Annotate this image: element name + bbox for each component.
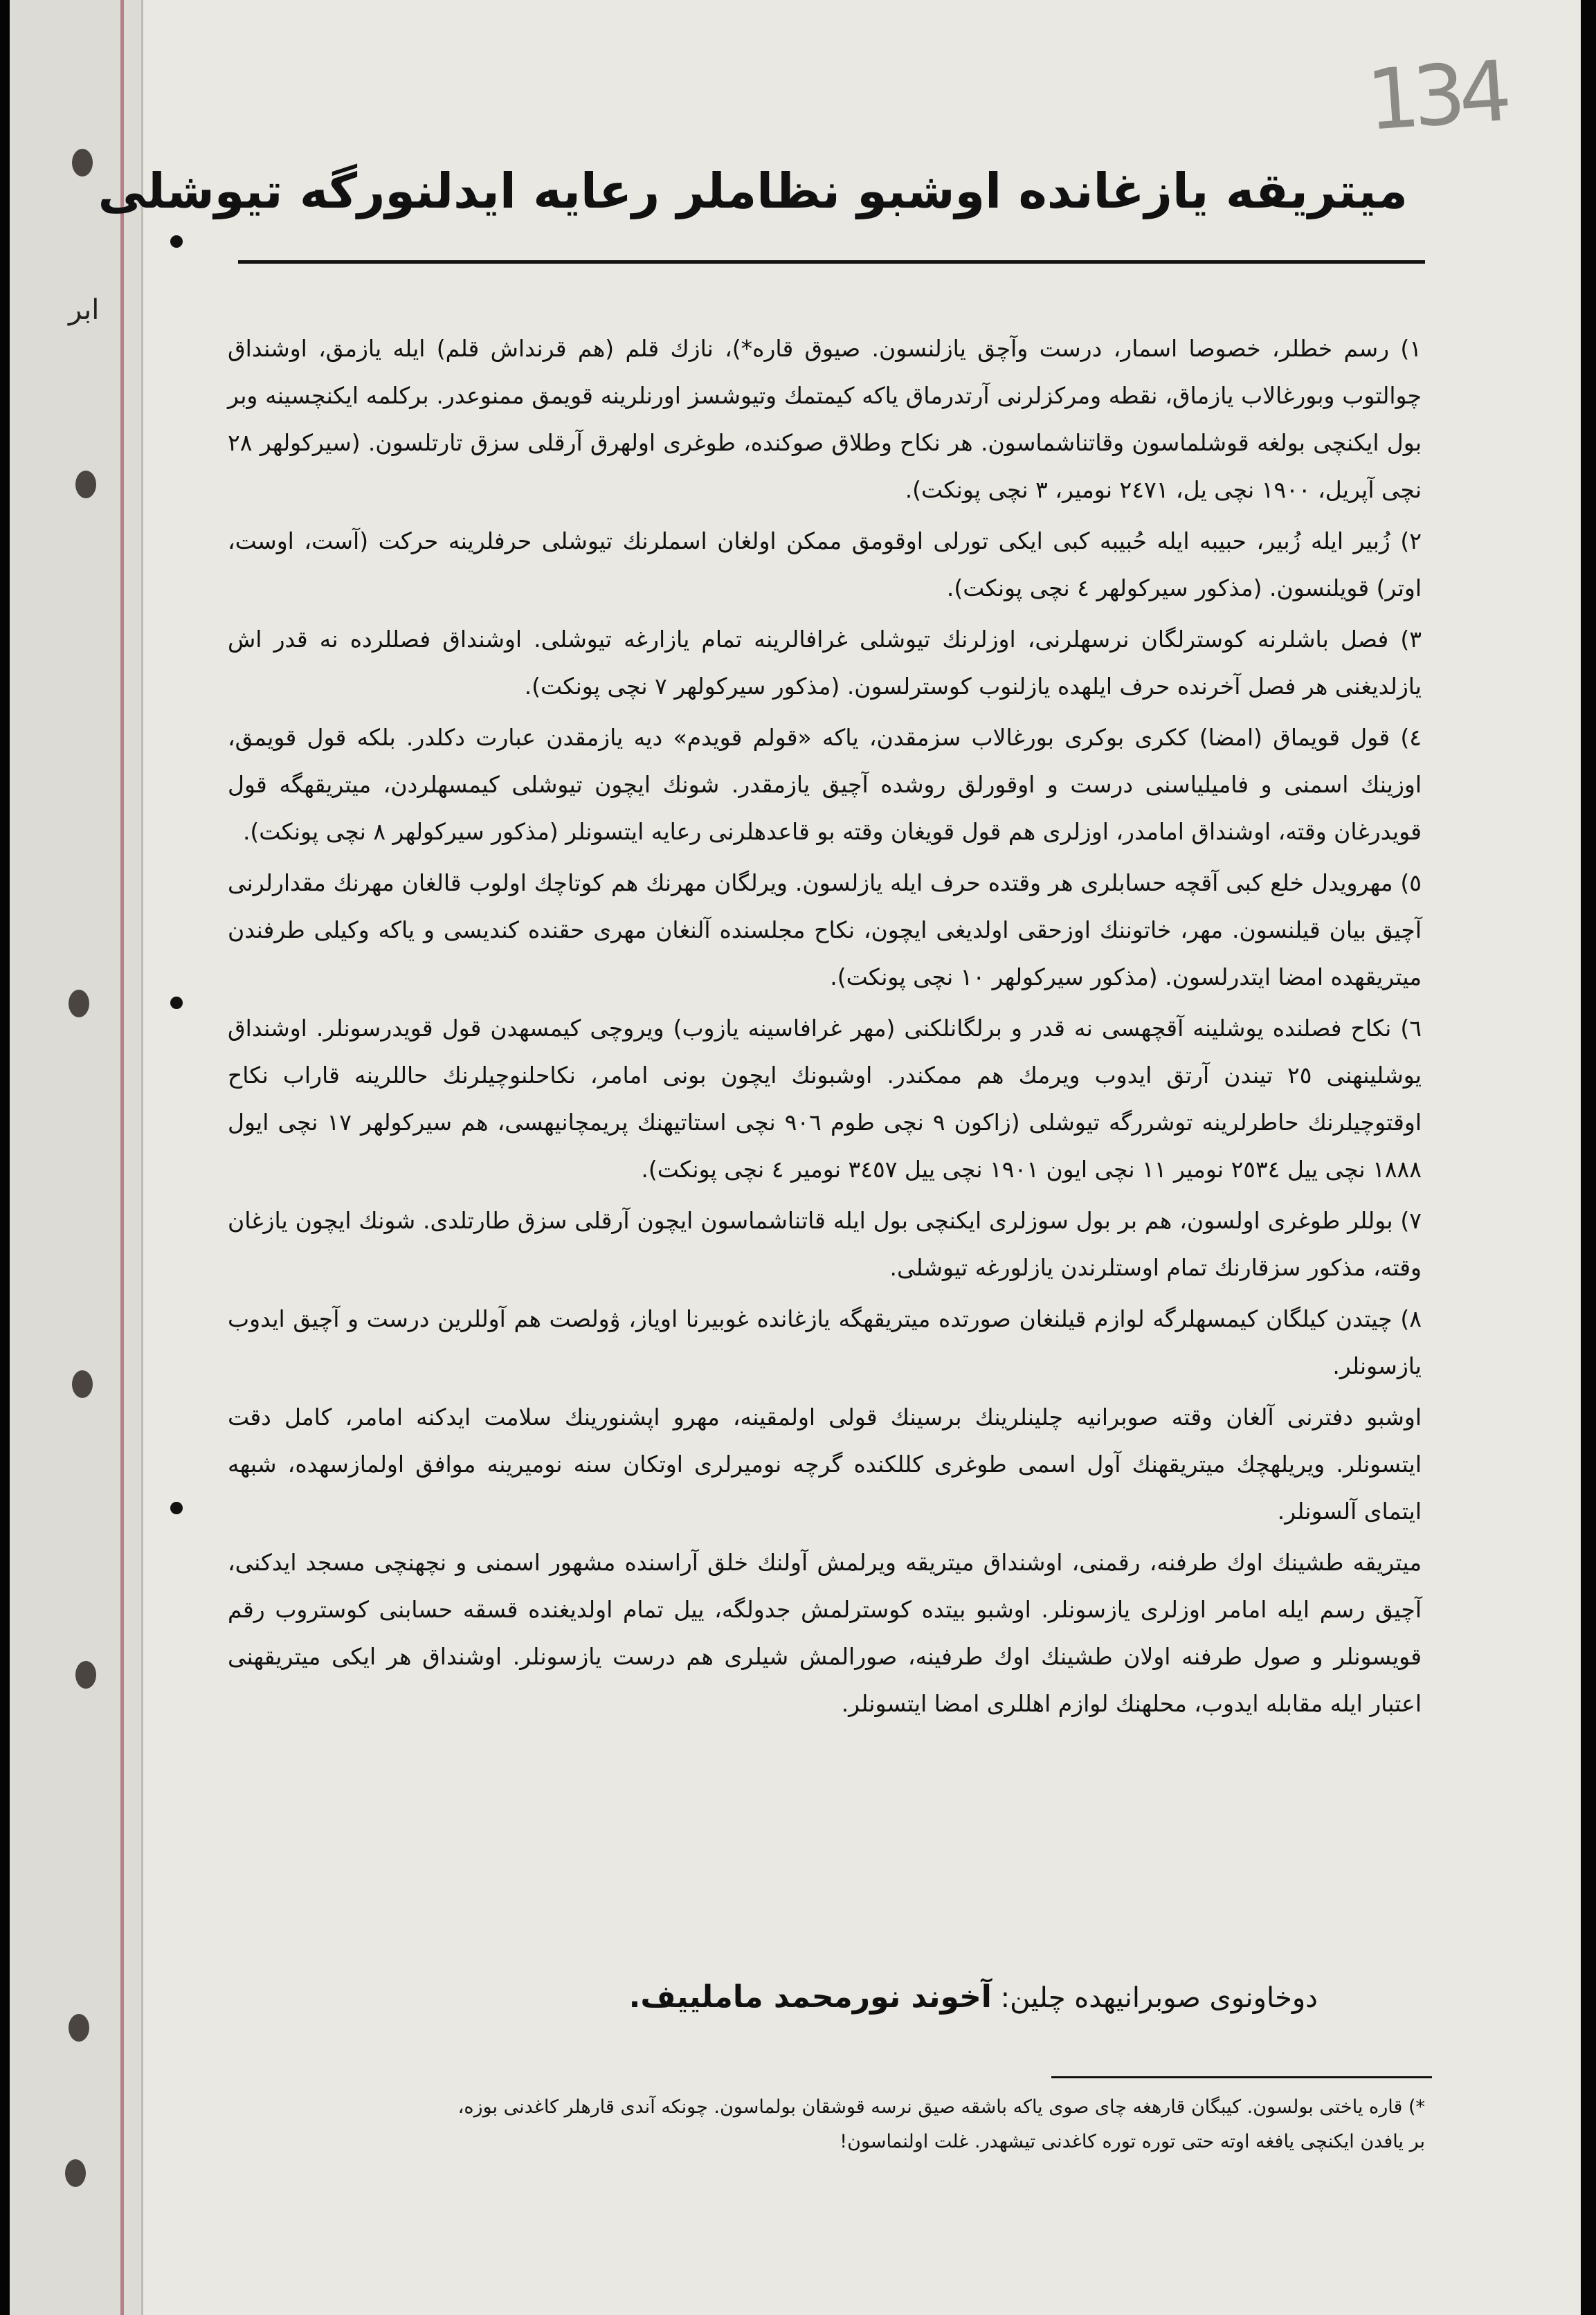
rule-paragraph: ١) رسم خطلر، خصوصا اسمار، درست وآچق یازلنسون. صیوق قاره*)، نازك قلم (هم قرنداش قلم) ایله یازمق، اوشنداق چوالتوب وبورغالاب یازماق، نقطه ومرکزلرنی آرتدرماق یاکه کیمتمك وتیوشسز اورنلرینه قویمق ممنوعدر. برکلمه ایکنچسینه وبر بول ایکنچی بولغه قوشلماسون وقاتناشماسون. هر نکاح وطلاق صوکنده، طوغری اولهرق آرقلی سزق تارتلسون. (سیرکولهر ٢٨ نچی آپریل، ١٩٠٠ نچی یل، ٢٤٧١ نومیر، ٣ نچی پونکت). bbox=[228, 335, 1422, 503]
signature-name: آخوند نورمحمد مامليیف. bbox=[628, 1979, 992, 2015]
rule-paragraph: ٢) زُبیر ایله زُبیر، حبیبه ایله حُبیبه کبی ایکی تورلی اوقومق ممکن اولغان اسملرنك تیوشلی حرفلرینه حرکت (آست، اوست، اوتر) قویلنسون. (مذکور سیرکولهر ٤ نچی پونکت). bbox=[228, 527, 1422, 601]
title-underline bbox=[238, 260, 1425, 264]
document-body bbox=[228, 325, 1422, 1732]
footnote-divider bbox=[1051, 2076, 1432, 2078]
margin-line bbox=[120, 0, 124, 2315]
signature-line bbox=[629, 1979, 1318, 2015]
punch-mark bbox=[170, 235, 183, 248]
document-page bbox=[10, 0, 1581, 2315]
footnote-line: بر یافدن ایکنچی یافغه اوته حتی توره توره کاغدنی تیشهدر. غلت اولنماسون! bbox=[840, 2131, 1425, 2152]
binding-hole bbox=[65, 2159, 86, 2187]
signature-prefix: دوخاونوی صوبرانیهده چلین: bbox=[1000, 1982, 1318, 2014]
document-title: میتریقه یازغانده اوشبو نظاملر رعایه ایدلنورگه تیوشلی bbox=[98, 163, 1408, 219]
rule-paragraph: ٤) قول قویماق (امضا) ککری بوکری بورغالاب سزمقدن، یاکه «قولم قویدم» دیه یازمقدن عبارت دکلدر. بلکه قول قویمق، اوزینك اسمنی و فامیلیاسنی درست و اوقورلق روشده آچیق یازمقدر. شونك ایچون تیوشلی کیمسهلردن، میتریقهگه قول قویدرغان وقته، اوشنداق امامدر، اوزلری هم قول قویغان وقته بو قاعدهلرنی رعایه ایتسونلر (مذکور سیرکولهر ٨ نچی پونکت). bbox=[228, 724, 1422, 845]
binding-hole bbox=[75, 471, 96, 498]
binding-hole bbox=[75, 1661, 96, 1689]
binding-hole bbox=[69, 2014, 89, 2042]
binding-hole bbox=[72, 149, 93, 176]
note-paragraph: میتریقه طشینك اوك طرفنه، رقمنی، اوشنداق میتریقه ویرلمش آولنك خلق آراسنده مشهور اسمنی و نچهنچی مسجد ایدکنی، آچیق رسم ایله امامر اوزلری یازسونلر. اوشبو بیتده کوسترلمش جدولگه، ییل تمام اولدیغنده قسقه حسابنی کوستروب رقم قویسونلر و صول طرفنه اولان طشینك اوك طرفینه، صورالمش شیلری هم درست یازسونلر. اوشنداق هر ایکی میتریقهنی اعتبار ایله مقابله ایدوب، محلهنك لوازم اهللری امضا ایتسونلر. bbox=[228, 1549, 1422, 1717]
punch-mark bbox=[170, 1502, 183, 1514]
binding-hole bbox=[69, 990, 89, 1017]
page-number: 134 bbox=[1363, 44, 1508, 149]
rule-paragraph: ٣) فصل باشلرنه کوسترلگان نرسهلرنی، اوزلرنك تیوشلی غرافالرینه تمام یازارغه تیوشلی. اوشنداق فصللرده نه قدر اش یازلدیغنی هر فصل آخرنده حرف ایلهده یازلنوب کوسترلسون. (مذکور سیرکولهر ٧ نچی پونکت). bbox=[228, 626, 1422, 700]
punch-mark bbox=[170, 997, 183, 1009]
rule-paragraph: ٥) مهرویدل خلع کبی آقچه حسابلری هر وقتده حرف ایله یازلسون. ویرلگان مهرنك هم کوتاچك اولوب قالغان مهرنك مقدارلرنی آچیق بیان قیلنسون. مهر، خاتوننك اوزحقی اولدیغی ایچون، نکاح مجلسنده آلنغان مهری حقنده کندیسی و یاکه وکیلی طرفندن میتریقهده امضا ایتدرلسون. (مذکور سیرکولهر ١٠ نچی پونکت). bbox=[228, 869, 1422, 990]
footnote bbox=[228, 2090, 1425, 2159]
footnote-line: *) قاره یاختی بولسون. کیبگان قارهغه چای صوی یاکه باشقه صیق نرسه قوشقان بولماسون. چونکه آندی قارهلر کاغدنی بوزه، bbox=[457, 2096, 1425, 2118]
note-paragraph: اوشبو دفترنی آلغان وقته صوبرانیه چلینلرینك برسینك قولی اولمقینه، مهرو اپشنورینك سلامت ایدکنه امامر، کامل دقت ایتسونلر. ویریلهچك میتریقهنك آول اسمی طوغری کللکنده گرچه نومیرلری اوتکان سنه نومیرینه موافق اولمازسهده، شبهه ایتمای آلسونلر. bbox=[228, 1404, 1422, 1525]
binding-hole bbox=[72, 1370, 93, 1398]
rule-paragraph: ٦) نکاح فصلنده یوشلینه آقچهسی نه قدر و برلگانلکنی (مهر غرافاسینه یازوب) ویروچی کیمسهدن قول قویدرسونلر. اوشنداق یوشلینهنی ٢٥ تیندن آرتق ایدوب ویرمك هم ممکندر. اوشبونك ایچون بونی امامر، نکاحلنوچیلرنك حاللرینه قاراب نکاح اوقتوچیلرنك حاطرلرینه توشررگه تیوشلی (زاکون ٩ نچی طوم ٩٠٦ نچی استاتیهنك پریمچانیهسی، هم سیرکولهر ١٧ نچی ایول ١٨٨٨ نچی ییل ٢٥٣٤ نومیر ١١ نچی ایون ١٩٠١ نچی ییل ٣٤٥٧ نومیر ٤ نچی پونکت). bbox=[228, 1015, 1422, 1183]
margin-note: ابر bbox=[69, 294, 100, 326]
rule-paragraph: ٨) چیتدن کیلگان کیمسهلرگه لوازم قیلنغان صورتده میتریقهگه یازغانده غوبیرنا اویاز، ۋولصت هم آوللرین درست و آچیق ایدوب یازسونلر. bbox=[228, 1305, 1422, 1379]
rule-paragraph: ٧) بوللر طوغری اولسون، هم بر بول سوزلری ایکنچی بول ایله قاتناشماسون ایچون آرقلی سزق طارتلدی. شونك ایچون یازغان وقته، مذکور سزقارنك تمام اوستلرندن یازلورغه تیوشلی. bbox=[228, 1207, 1422, 1281]
